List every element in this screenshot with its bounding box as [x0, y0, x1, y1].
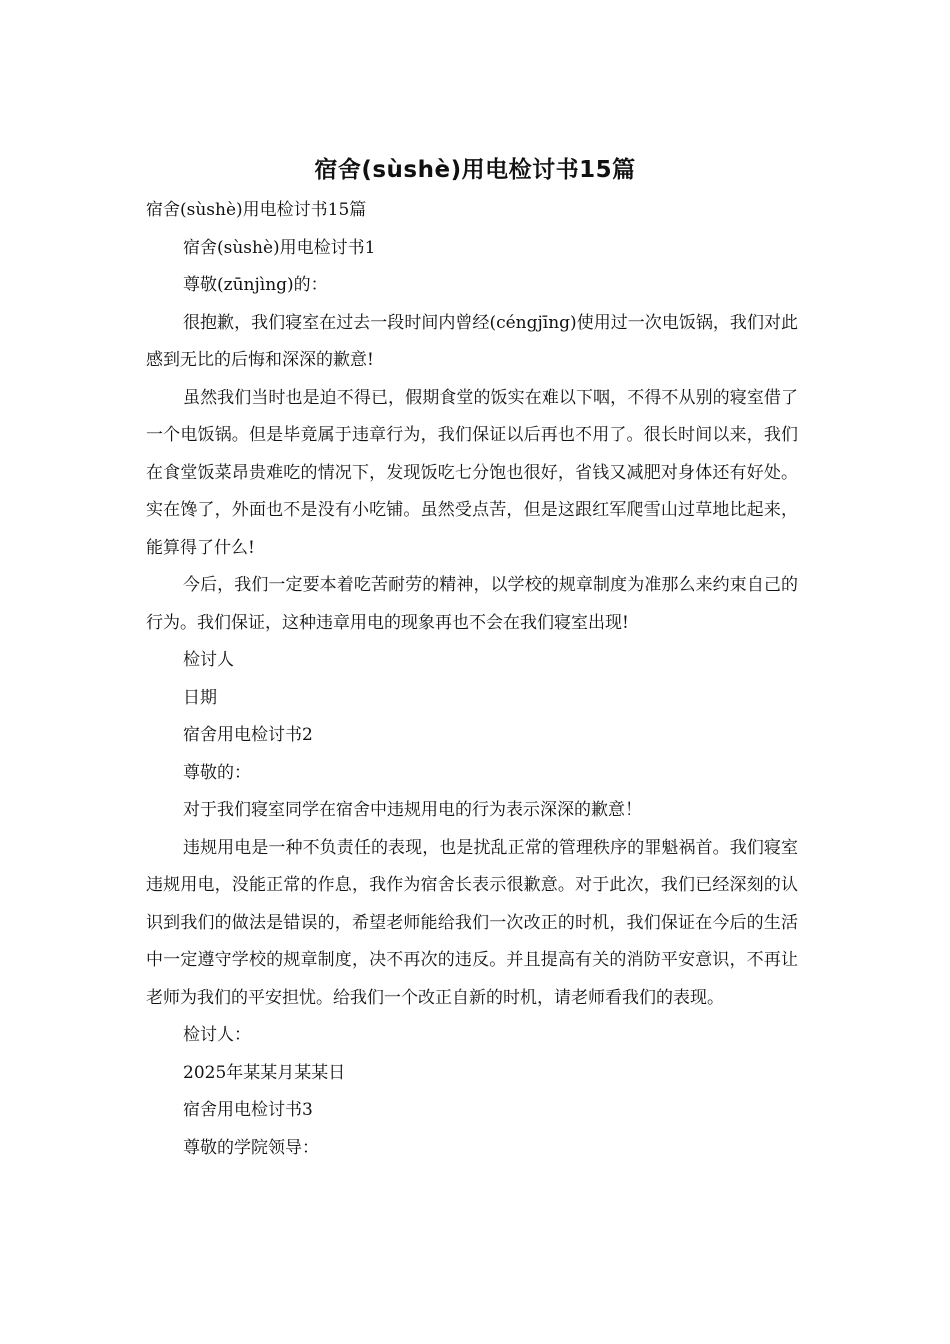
- document-title: 宿舍(sùshè)用电检讨书15篇: [314, 157, 636, 183]
- paragraph: 宿舍用电检讨书3: [183, 1100, 313, 1120]
- paragraph: 检讨人: [183, 650, 234, 670]
- paragraph: 宿舍(sùshè)用电检讨书15篇: [146, 200, 367, 220]
- paragraph: 违规用电是一种不负责任的表现，也是扰乱正常的管理秩序的罪魁祸首。我们寝室违规用电，没能正常的作息，我作为宿舍长表示很歉意。对于此次，我们已经深刻的认识到我们的做法是错误的，希望老师能给我们一次改正的时机，我们保证在今后的生活中一定遵守学校的规章制度，决不再次的违反。并且提高有关的消防平安意识，不再让老师为我们的平安担忧。给我们一个改正自新的时机，请老师看我们的表现。: [146, 837, 798, 1008]
- paragraph: 尊敬的学院领导：: [183, 1137, 319, 1158]
- document-body: [146, 192, 798, 1167]
- paragraph: 今后，我们一定要本着吃苦耐劳的精神，以学校的规章制度为准那么来约束自己的行为。我们保证，这种违章用电的现象再也不会在我们寝室出现!: [146, 575, 798, 633]
- paragraph: 日期: [183, 687, 217, 708]
- paragraph: 2025年某某月某某日: [183, 1062, 346, 1083]
- paragraph: 宿舍(sùshè)用电检讨书1: [183, 237, 376, 258]
- paragraph: 很抱歉，我们寝室在过去一段时间内曾经(céngjīng)使用过一次电饭锅，我们对此感到无比的后悔和深深的歉意!: [146, 312, 798, 370]
- paragraph: 检讨人：: [183, 1025, 251, 1045]
- paragraph: 对于我们寝室同学在宿舍中违规用电的行为表示深深的歉意！: [183, 800, 642, 820]
- paragraph: 尊敬的：: [183, 762, 251, 783]
- paragraph: 虽然我们当时也是迫不得已，假期食堂的饭实在难以下咽，不得不从别的寝室借了一个电饭锅。但是毕竟属于违章行为，我们保证以后再也不用了。很长时间以来，我们在食堂饭菜昂贵难吃的情况下，发现饭吃七分饱也很好，省钱又减肥对身体还有好处。实在馋了，外面也不是没有小吃铺。虽然受点苦，但是这跟红军爬雪山过草地比起来，能算得了什么!: [146, 387, 798, 558]
- paragraph: 宿舍用电检讨书2: [183, 725, 313, 745]
- paragraph: 尊敬(zūnjìng)的：: [183, 275, 328, 295]
